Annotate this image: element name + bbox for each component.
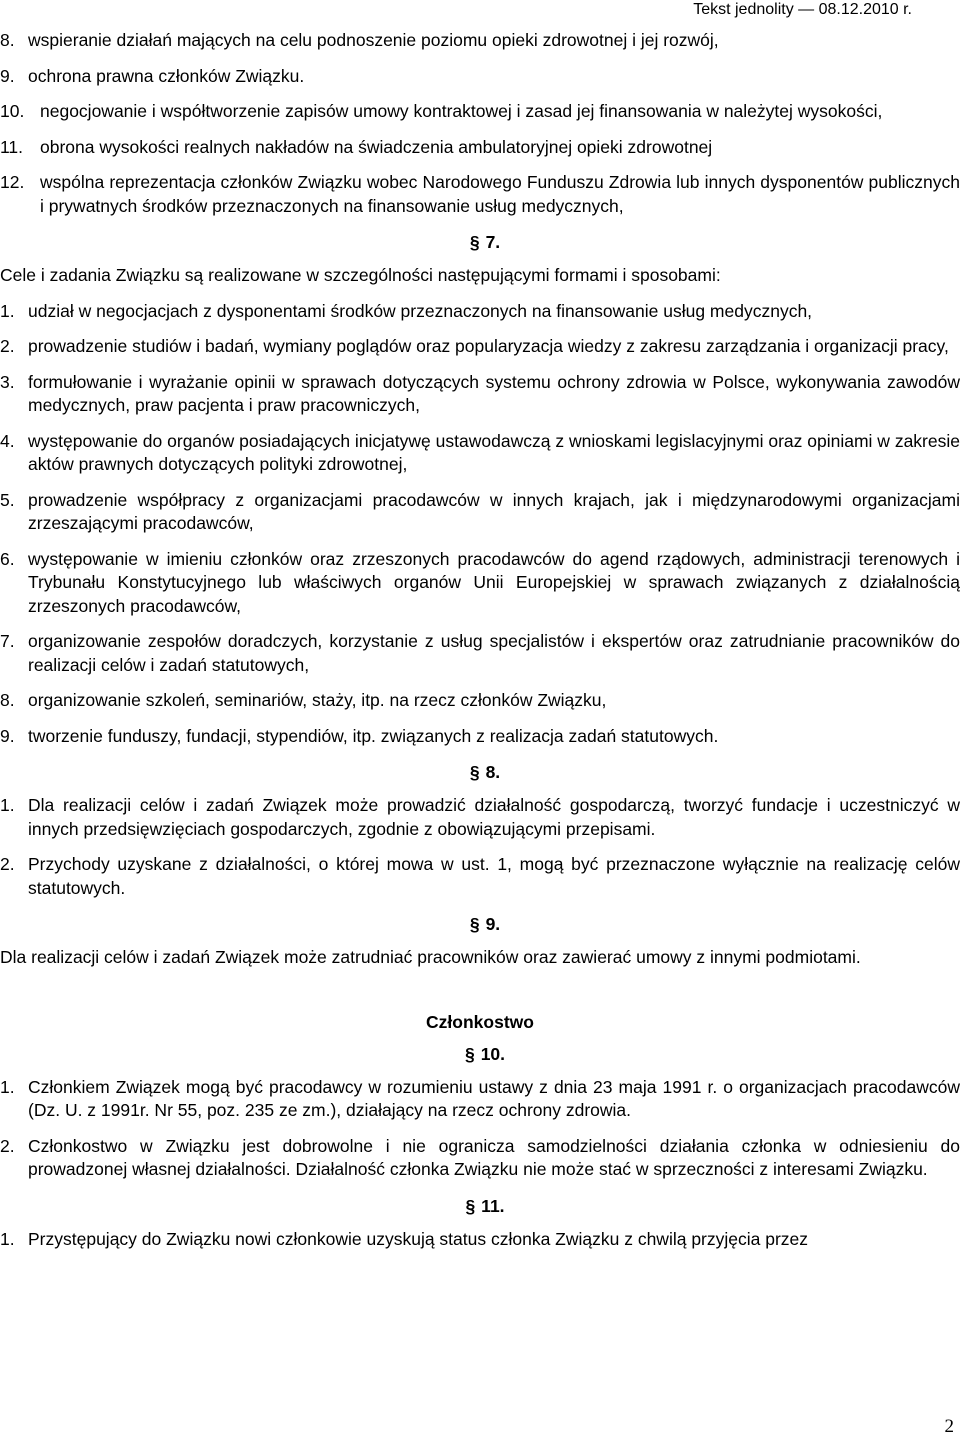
list-number: 2. — [0, 1135, 15, 1156]
section-number: 10. — [480, 1043, 506, 1064]
list-text: Przychody uzyskane z działalności, o której mowa w ust. 1, mogą być przeznaczone wyłącznie na realizację celów statutowych. — [28, 854, 960, 898]
list-number: 6. — [0, 548, 15, 569]
section-8-list — [0, 794, 960, 900]
list-number: 11. — [0, 136, 24, 157]
section-11-heading — [0, 1194, 960, 1218]
list-number: 9. — [0, 65, 15, 86]
list-text: formułowanie i wyrażanie opinii w sprawach dotyczących systemu ochrony zdrowia w Polsce, wykonywania zawodów medycznych, praw pacjenta i praw pracowniczych, — [28, 371, 960, 415]
section-7-intro: Cele i zadania Związku są realizowane w szczególności następującymi formami i sposobami: — [0, 265, 721, 285]
list-number: 2. — [0, 854, 15, 874]
section-11-list — [0, 1228, 960, 1252]
list-text: wspólna reprezentacja członków Związku wobec Narodowego Funduszu Zdrowia lub innych dysponentów publicznych i prywatnych środków przeznaczonych na finansowanie usług medycznych, — [40, 172, 960, 216]
chapter-heading: Członkostwo — [426, 1011, 534, 1032]
list-number: 1. — [0, 300, 15, 321]
section-sign: § — [469, 232, 480, 252]
list-text: Członkostwo w Związku jest dobrowolne i nie ogranicza samodzielności działania członka w odniesieniu do prowadzonej własnej działalności. Działalność członka Związku nie może stać w sprzeczności z interesami Związku. — [28, 1135, 960, 1179]
section-10-heading — [0, 1042, 960, 1066]
list-number: 1. — [0, 1228, 15, 1249]
list-number: 3. — [0, 371, 15, 392]
section-9-text: Dla realizacji celów i zadań Związek może zatrudniać pracowników oraz zawierać umowy z innymi podmiotami. — [0, 947, 861, 967]
section-number: 11. — [481, 1195, 505, 1216]
list-number: 9. — [0, 725, 15, 746]
section-sign: § — [469, 762, 480, 782]
list-text: występowanie w imieniu członków oraz zrzeszonych pracodawców do agend rządowych, administracji terenowych i Trybunału Konstytucyjnego lub właściwych organów Unii Europejskiej w sprawach związanych z działalnością zrzeszonych pracodawców, — [28, 548, 960, 616]
list-text: udział w negocjacjach z dysponentami środków przeznaczonych na finansowanie usług medycznych, — [28, 300, 813, 321]
list-number: 1. — [0, 1076, 15, 1097]
list-number: 12. — [0, 172, 25, 192]
list-text: ochrona prawna członków Związku. — [28, 65, 305, 86]
section-number: 7. — [485, 232, 501, 252]
list-item — [0, 794, 960, 841]
list-item — [0, 371, 960, 418]
list-text: Dla realizacji celów i zadań Związek może prowadzić działalność gospodarczą, tworzyć fundacje i uczestniczyć w innych przedsięwzięciach gospodarczych, zgodnie z obowiązującymi przepisami. — [28, 795, 960, 839]
list-item — [0, 430, 960, 477]
section-7-list — [0, 300, 960, 749]
list-item — [0, 1076, 960, 1123]
list-text: organizowanie szkoleń, seminariów, staży, itp. na rzecz członków Związku, — [28, 690, 607, 710]
list-item — [0, 725, 960, 749]
list-text: Członkiem Związek mogą być pracodawcy w rozumieniu ustawy z dnia 23 maja 1991 r. o organizacjach pracodawców (Dz. U. z 1991r. Nr 55, poz. 235 ze zm.), działający na rzecz ochrony zdrowia. — [28, 1076, 960, 1120]
list-item — [0, 630, 960, 677]
list-item — [0, 171, 960, 218]
list-item — [0, 1135, 960, 1182]
list-item — [0, 65, 960, 89]
page-number: 2 — [944, 1416, 954, 1437]
list-text: negocjowanie i współtworzenie zapisów umowy kontraktowej i zasad jej finansowania w należytej wysokości, — [40, 101, 883, 121]
list-number: 5. — [0, 489, 15, 510]
section-sign: § — [464, 1043, 475, 1064]
list-text: prowadzenie współpracy z organizacjami pracodawców w innych krajach, jak i międzynarodowymi organizacjami zrzeszającymi pracodawców, — [28, 489, 960, 533]
list-top — [0, 29, 960, 218]
list-item — [0, 100, 960, 124]
list-text: występowanie do organów posiadających inicjatywę ustawodawczą z wnioskami legislacyjnymi oraz opiniami w zakresie aktów prawnych dotyczących polityki zdrowotnej, — [28, 430, 960, 474]
section-sign: § — [469, 914, 480, 934]
list-number: 8. — [0, 690, 15, 710]
section-9-heading — [0, 912, 960, 936]
document-body — [0, 29, 960, 1263]
list-number: 7. — [0, 631, 15, 651]
section-10-list — [0, 1076, 960, 1182]
section-number: 8. — [485, 762, 501, 782]
section-7-heading — [0, 230, 960, 254]
section-number: 9. — [485, 914, 501, 934]
list-item — [0, 136, 960, 160]
list-text: obrona wysokości realnych nakładów na świadczenia ambulatoryjnej opieki zdrowotnej — [40, 136, 713, 157]
running-header: Tekst jednolity — 08.12.2010 r. — [693, 1, 912, 18]
list-item — [0, 1228, 960, 1252]
list-number: 8. — [0, 30, 15, 50]
section-8-heading — [0, 760, 960, 784]
list-item — [0, 335, 960, 359]
list-item — [0, 689, 960, 713]
section-sign: § — [465, 1195, 476, 1216]
list-text: Przystępujący do Związku nowi członkowie uzyskują status członka Związku z chwilą przyjęcia przez — [28, 1228, 809, 1249]
list-item — [0, 300, 960, 324]
list-text: tworzenie funduszy, fundacji, stypendiów, itp. związanych z realizacja zadań statutowych. — [28, 725, 719, 746]
list-item — [0, 548, 960, 619]
list-item — [0, 29, 960, 53]
list-number: 4. — [0, 430, 15, 451]
list-item — [0, 489, 960, 536]
list-text: organizowanie zespołów doradczych, korzystanie z usług specjalistów i ekspertów oraz zatrudnianie pracowników do realizacji celów i zadań statutowych, — [28, 631, 960, 675]
list-text: prowadzenie studiów i badań, wymiany poglądów oraz popularyzacja wiedzy z zakresu zarządzania i organizacji pracy, — [28, 336, 949, 356]
list-text: wspieranie działań mających na celu podnoszenie poziomu opieki zdrowotnej i jej rozwój, — [28, 30, 719, 50]
list-number: 1. — [0, 795, 15, 815]
list-item — [0, 853, 960, 900]
list-number: 10. — [0, 101, 25, 121]
list-number: 2. — [0, 336, 15, 356]
